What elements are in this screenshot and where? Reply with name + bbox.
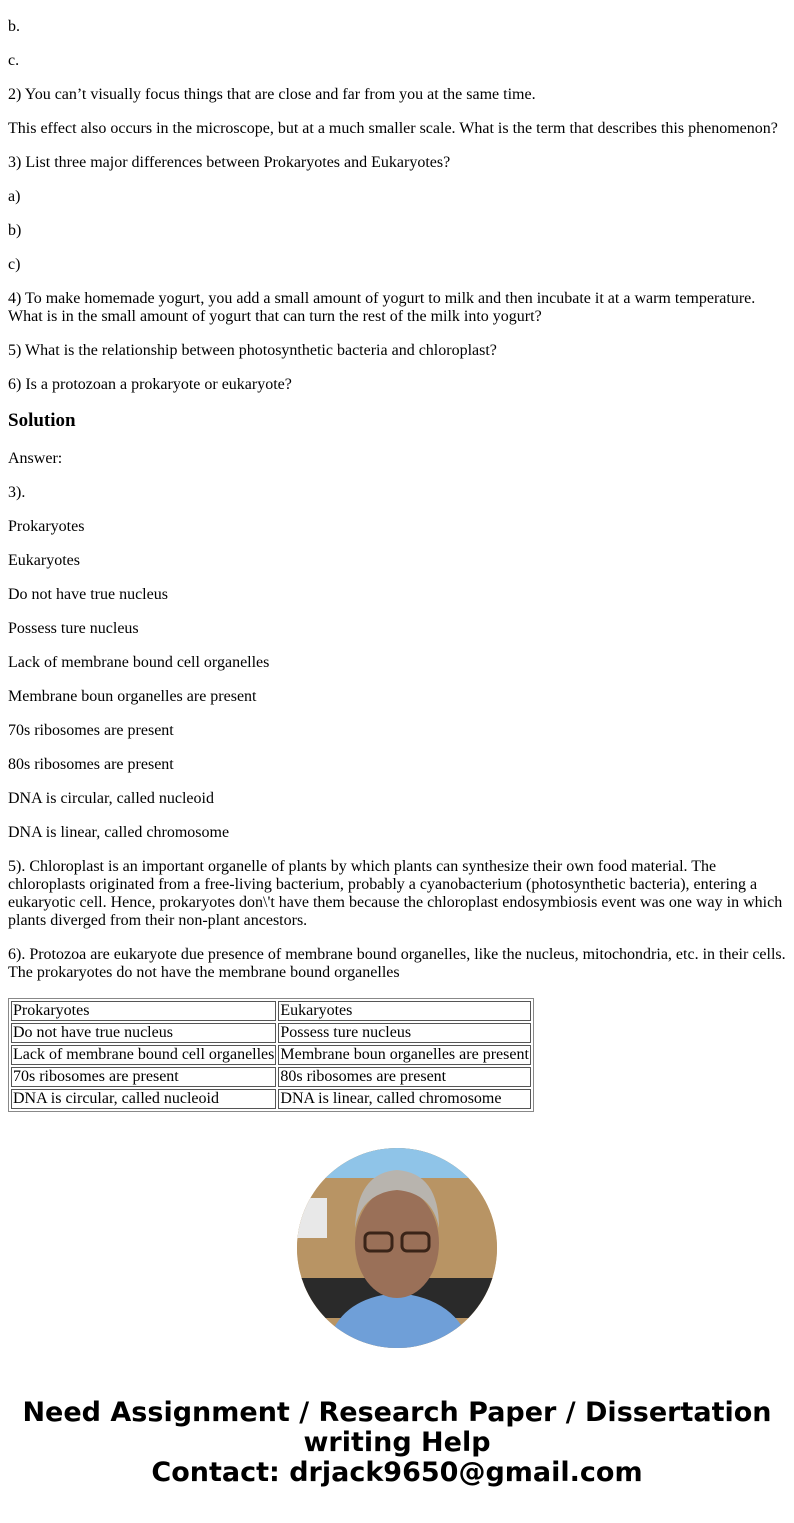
question-text: 3) List three major differences between Prokaryotes and Eukaryotes? [8, 154, 451, 171]
answer-text: DNA is circular, called nucleoid [8, 790, 214, 807]
table-cell: Prokaryotes [11, 1001, 276, 1021]
table-cell: Lack of membrane bound cell organelles [13, 1046, 275, 1063]
question-text: This effect also occurs in the microscope, but at a much smaller scale. What is the term that describes this phenomenon? [8, 120, 778, 137]
answer-text: 80s ribosomes are present [8, 756, 174, 773]
answer-text: 3). [8, 484, 26, 501]
table-cell: Do not have true nucleus [11, 1023, 276, 1043]
question-text: c. [8, 52, 20, 69]
question-text: b) [8, 222, 22, 239]
question-text: 4) To make homemade yogurt, you add a small amount of yogurt to milk and then incubate it at a warm temperature. What is in the small amount of yogurt that can turn the rest of the milk into yogurt? [8, 290, 756, 325]
table-cell: 70s ribosomes are present [11, 1067, 276, 1087]
answers [8, 450, 786, 982]
table-row [11, 1001, 531, 1021]
answer-text: 70s ribosomes are present [8, 722, 174, 739]
question-text: 5) What is the relationship between photosynthetic bacteria and chloroplast? [8, 342, 497, 359]
answer-text: 6). Protozoa are eukaryote due presence of membrane bound organelles, like the nucleus, mitochondria, etc. in their cells. The prokaryotes do not have the membrane bound organelles [8, 946, 786, 981]
footer-contact: Contact: drjack9650@gmail.com [151, 1457, 643, 1488]
table-row [11, 1067, 531, 1087]
answer-text: DNA is linear, called chromosome [8, 824, 230, 841]
footer-banner [8, 1398, 786, 1488]
answer-text: Possess ture nucleus [8, 620, 139, 637]
question-text: 2) You can’t visually focus things that are close and far from you at the same time. [8, 86, 536, 103]
answer-text: Answer: [8, 450, 63, 467]
table-row [11, 1089, 531, 1109]
table-cell: Membrane boun organelles are present [280, 1046, 529, 1063]
answer-text: Lack of membrane bound cell organelles [8, 654, 270, 671]
table-cell: Eukaryotes [278, 1001, 531, 1021]
answer-text: Prokaryotes [8, 518, 85, 535]
comparison-table [8, 998, 534, 1112]
author-photo [297, 1148, 497, 1348]
question-text: 6) Is a protozoan a prokaryote or eukaryote? [8, 376, 292, 393]
table-cell: DNA is circular, called nucleoid [11, 1089, 276, 1109]
table-cell: 80s ribosomes are present [278, 1067, 531, 1087]
question-text: b. [8, 18, 20, 35]
table-row [11, 1023, 531, 1043]
answer-text: Eukaryotes [8, 552, 80, 569]
footer-help-text: Need Assignment / Research Paper / Dissertation writing Help [22, 1397, 772, 1458]
questions [8, 8, 786, 394]
solution-heading: Solution [8, 410, 76, 431]
question-text: c) [8, 256, 21, 273]
table-cell: DNA is linear, called chromosome [278, 1089, 531, 1109]
table-row [11, 1045, 531, 1065]
answer-text: 5). Chloroplast is an important organelle of plants by which plants can synthesize their own food material. The chloroplasts originated from a free-living bacterium, probably a cyanobacterium (photosynthetic bacteria), entering a eukaryotic cell. Hence, prokaryotes don\'t have them because the chloroplast endosymbiosis event was one way in which plants diverged from their non-plant ancestors. [8, 858, 783, 929]
table-cell: Possess ture nucleus [278, 1023, 531, 1043]
portrait-icon [297, 1148, 497, 1348]
answer-text: Membrane boun organelles are present [8, 688, 257, 705]
question-text: a) [8, 188, 21, 205]
answer-text: Do not have true nucleus [8, 586, 168, 603]
